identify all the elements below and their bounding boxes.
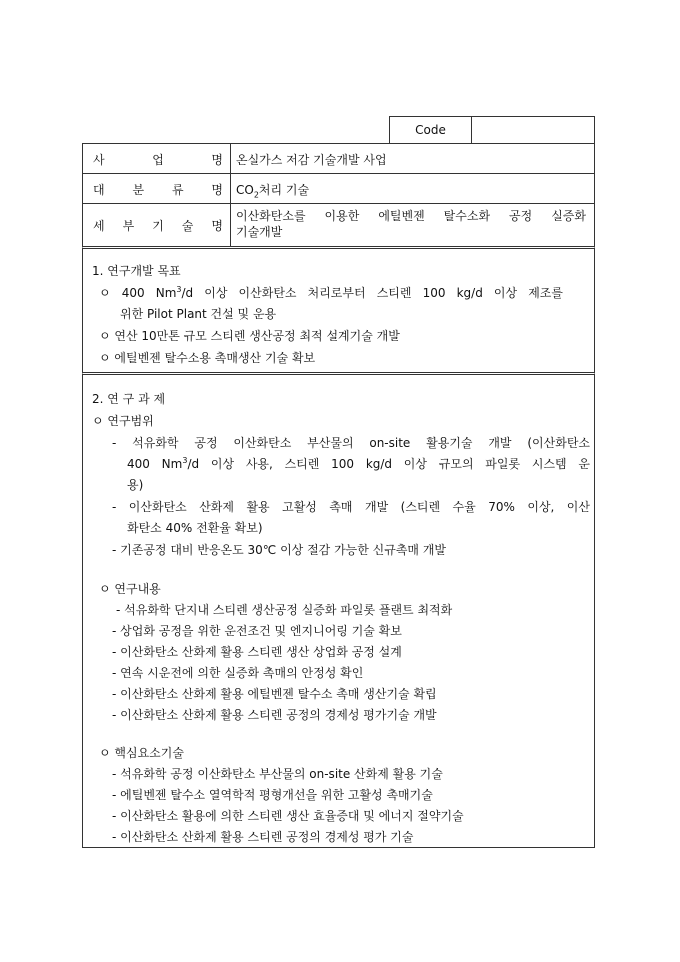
scope-item-1-line2	[127, 456, 590, 472]
info-table	[82, 143, 595, 247]
label-char: 명	[211, 182, 223, 197]
label-char: 대	[93, 182, 105, 197]
superscript: 3	[176, 285, 182, 294]
col-divider	[230, 174, 231, 204]
project-name-value: 온실가스 저감 기술개발 사업	[236, 153, 387, 167]
label-char: 부	[122, 218, 135, 233]
category-co: CO	[236, 183, 254, 197]
category-rest: 처리 기술	[258, 183, 310, 197]
goals-heading: 1. 연구개발 목표	[92, 264, 181, 278]
scope-item-1-line3: 용)	[127, 478, 144, 492]
goal-item-1-line1	[99, 285, 563, 301]
label-char: 분	[132, 182, 145, 197]
scope-item-2-line1: - 이산화탄소 산화제 활용 고활성 촉매 개발 (스티렌 수율 70% 이상, 이산	[112, 500, 590, 514]
content-item: - 석유화학 단지내 스티렌 생산공정 실증화 파일롯 플랜트 최적화	[116, 603, 453, 617]
detail-label	[93, 204, 223, 246]
superscript: 3	[182, 456, 188, 465]
core-item: - 이산화탄소 활용에 의한 스티렌 생산 효율증대 및 에너지 절약기술	[112, 809, 464, 823]
label-char: 류	[171, 182, 184, 197]
label-char: 명	[211, 152, 223, 167]
core-heading: ㅇ 핵심요소기술	[99, 746, 184, 760]
code-label: Code	[390, 117, 472, 143]
goals-section	[82, 246, 595, 373]
scope-text: 400 Nm	[127, 457, 183, 471]
tasks-section	[82, 372, 595, 848]
project-name-label	[93, 144, 223, 174]
scope-text: /d 이상 사용, 스티렌 100 kg/d 이상 규모의 파일롯 시스템 운	[187, 457, 590, 471]
category-label	[93, 174, 223, 204]
content-item: - 이산화탄소 산화제 활용 에틸벤젠 탈수소 촉매 생산기술 확립	[112, 687, 437, 701]
label-char: 세	[93, 218, 105, 233]
col-divider	[230, 204, 231, 246]
goal-item-2: ㅇ 연산 10만톤 규모 스티렌 생산공정 최적 설계기술 개발	[99, 329, 400, 343]
info-row-project	[83, 144, 594, 174]
label-char: 사	[93, 152, 105, 167]
content-heading: ㅇ 연구내용	[99, 582, 161, 596]
category-value	[236, 181, 309, 198]
label-char: 명	[211, 218, 223, 233]
tasks-heading: 2. 연 구 과 제	[92, 392, 166, 406]
scope-item-3: - 기존공정 대비 반응온도 30℃ 이상 절감 가능한 신규촉매 개발	[112, 543, 447, 557]
info-row-detail	[83, 204, 594, 246]
goal-item-1-line2: 위한 Pilot Plant 건설 및 운용	[120, 307, 277, 321]
label-char: 업	[152, 152, 164, 167]
core-item: - 이산화탄소 산화제 활용 스티렌 공정의 경제성 평가 기술	[112, 830, 414, 844]
content-item: - 연속 시운전에 의한 실증화 촉매의 안정성 확인	[112, 666, 364, 680]
goal-text: /d 이상 이산화탄소 처리로부터 스티렌 100 kg/d 이상 제조를	[181, 286, 563, 300]
label-char: 기	[152, 218, 164, 233]
col-divider	[230, 144, 231, 174]
code-value	[472, 117, 594, 143]
content-item: - 이산화탄소 산화제 활용 스티렌 생산 상업화 공정 설계	[112, 645, 402, 659]
content-item: - 이산화탄소 산화제 활용 스티렌 공정의 경제성 평가기술 개발	[112, 708, 437, 722]
scope-item-1-line1: - 석유화학 공정 이산화탄소 부산물의 on-site 활용기술 개발 (이산화탄소	[112, 436, 590, 450]
scope-item-2-line2: 화탄소 40% 전환율 확보)	[127, 521, 263, 535]
category-subscript: 2	[253, 190, 259, 200]
content-item: - 상업화 공정을 위한 운전조건 및 엔지니어링 기술 확보	[112, 624, 402, 638]
scope-heading: ㅇ 연구범위	[92, 414, 154, 428]
code-box	[389, 116, 595, 144]
detail-value-line2: 기술개발	[236, 225, 283, 239]
core-item: - 석유화학 공정 이산화탄소 부산물의 on-site 산화제 활용 기술	[112, 767, 443, 781]
goal-item-3: ㅇ 에틸벤젠 탈수소용 촉매생산 기술 확보	[99, 351, 316, 365]
label-char: 술	[181, 218, 194, 233]
detail-value-line1: 이산화탄소를 이용한 에틸벤젠 탈수소화 공정 실증화	[236, 209, 586, 223]
goal-text: ㅇ 400 Nm	[99, 286, 177, 300]
core-item: - 에틸벤젠 탈수소 열역학적 평형개선을 위한 고활성 촉매기술	[112, 788, 433, 802]
info-row-category	[83, 174, 594, 204]
